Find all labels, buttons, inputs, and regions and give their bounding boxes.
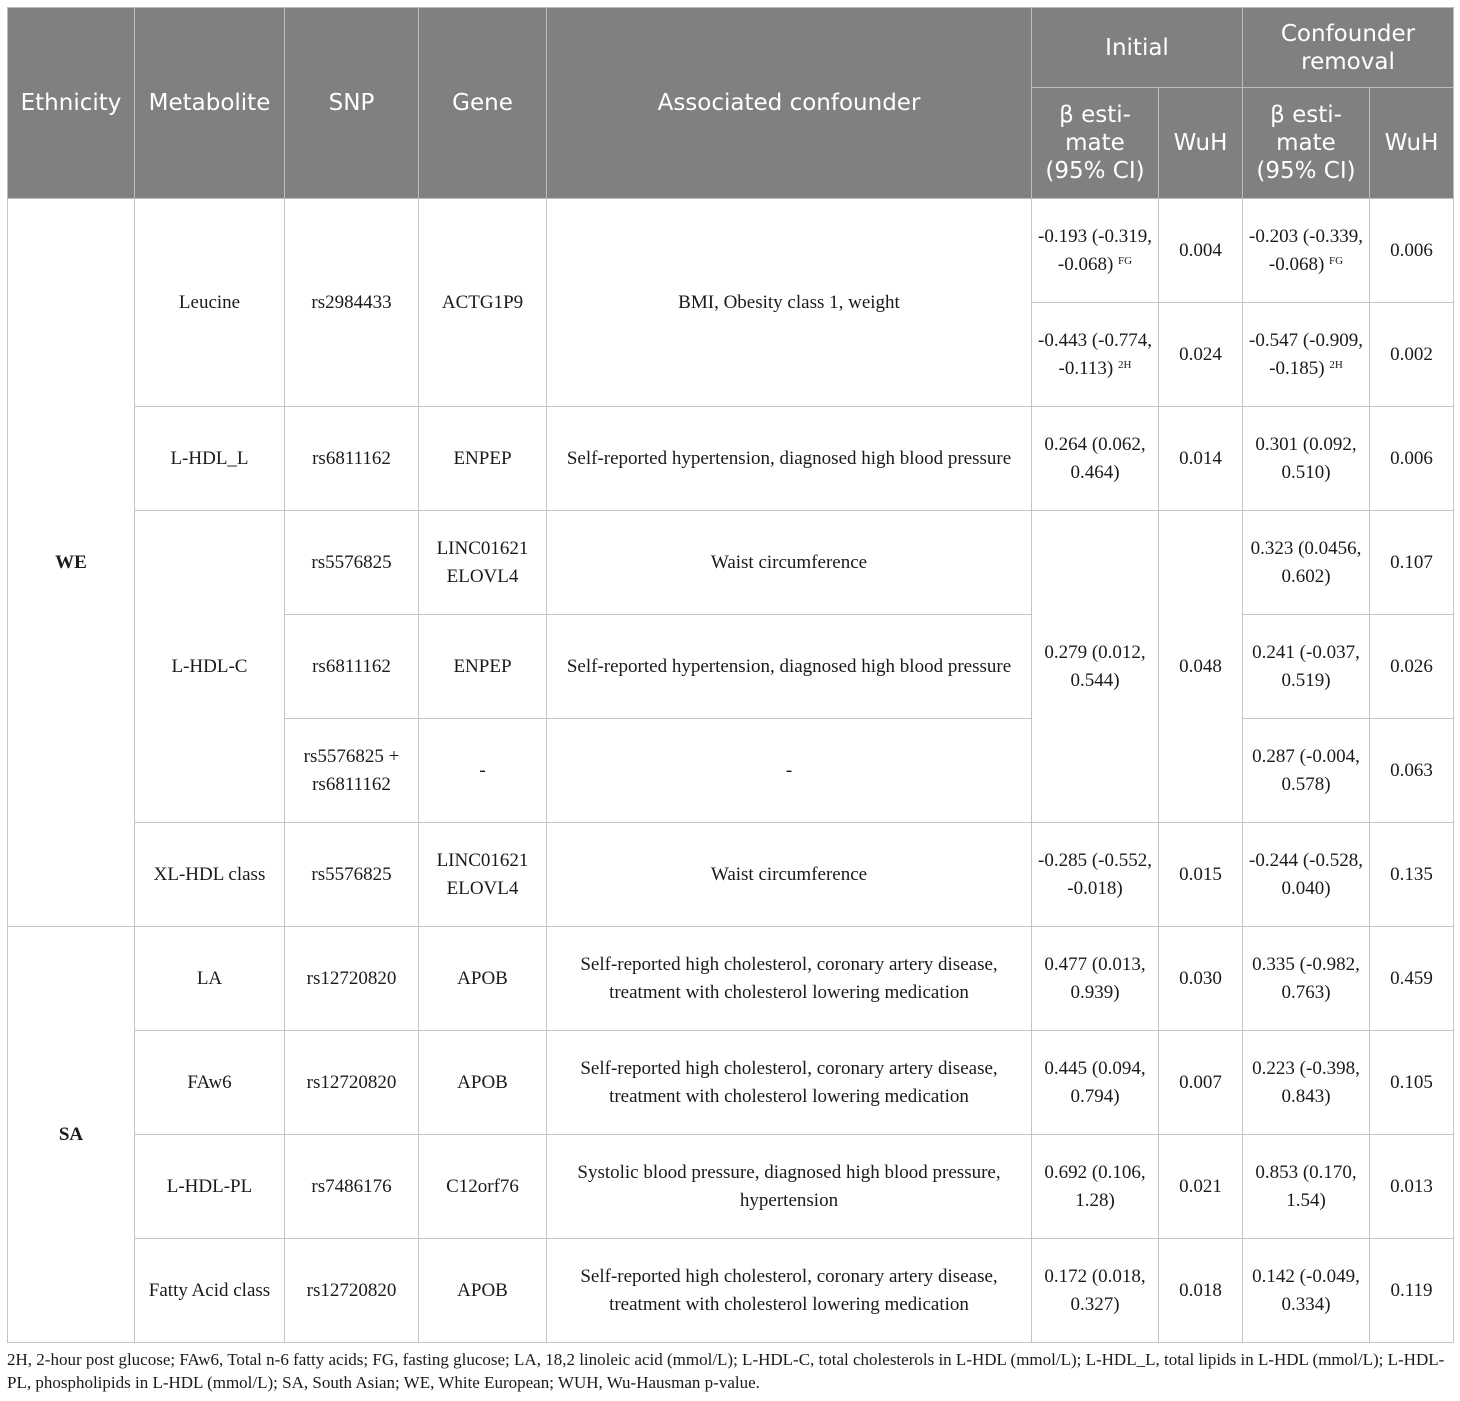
initial-beta-cell: 0.445 (0.094, 0.794) <box>1032 1031 1159 1135</box>
metabolite-cell: L-HDL_L <box>135 407 285 511</box>
initial-wuh-cell: 0.018 <box>1159 1239 1243 1343</box>
snp-cell: rs7486176 <box>285 1135 419 1239</box>
header-metabolite: Metabolite <box>135 8 285 199</box>
initial-beta-cell: 0.172 (0.018, 0.327) <box>1032 1239 1159 1343</box>
header-snp: SNP <box>285 8 419 199</box>
initial-wuh-cell: 0.021 <box>1159 1135 1243 1239</box>
removal-beta-cell: 0.853 (0.170, 1.54) <box>1243 1135 1370 1239</box>
initial-beta-cell <box>1032 199 1159 303</box>
gene-cell: C12orf76 <box>419 1135 547 1239</box>
table-row <box>8 407 1454 511</box>
removal-wuh-cell: 0.002 <box>1370 303 1454 407</box>
initial-beta-value: -0.193 (-0.319, -0.068) <box>1038 225 1152 275</box>
gene-cell: ENPEP <box>419 407 547 511</box>
initial-wuh-cell: 0.048 <box>1159 511 1243 823</box>
gene-cell: APOB <box>419 1031 547 1135</box>
initial-wuh-cell: 0.024 <box>1159 303 1243 407</box>
metabolite-cell: Fatty Acid class <box>135 1239 285 1343</box>
initial-beta-superscript: 2H <box>1118 358 1132 371</box>
header-initial-wuh: WuH <box>1159 88 1243 199</box>
ethnicity-cell-sa: SA <box>8 927 135 1343</box>
removal-beta-value: -0.547 (-0.909, -0.185) <box>1249 329 1363 379</box>
header-gene: Gene <box>419 8 547 199</box>
removal-wuh-cell: 0.459 <box>1370 927 1454 1031</box>
snp-cell: rs5576825 <box>285 823 419 927</box>
gene-cell: - <box>419 719 547 823</box>
header-ethnicity: Ethnicity <box>8 8 135 199</box>
initial-beta-cell: 0.264 (0.062, 0.464) <box>1032 407 1159 511</box>
metabolite-cell: Leucine <box>135 199 285 407</box>
gene-cell: ENPEP <box>419 615 547 719</box>
snp-cell: rs2984433 <box>285 199 419 407</box>
initial-wuh-cell: 0.030 <box>1159 927 1243 1031</box>
confounder-cell: Self-reported high cholesterol, coronary artery disease, treatment with cholesterol lowering medication <box>547 1031 1032 1135</box>
removal-wuh-cell: 0.135 <box>1370 823 1454 927</box>
gene-cell: LINC01621 ELOVL4 <box>419 511 547 615</box>
metabolite-cell: XL-HDL class <box>135 823 285 927</box>
removal-wuh-cell: 0.119 <box>1370 1239 1454 1343</box>
initial-wuh-cell: 0.014 <box>1159 407 1243 511</box>
gene-cell: APOB <box>419 1239 547 1343</box>
snp-cell: rs12720820 <box>285 1031 419 1135</box>
snp-cell: rs12720820 <box>285 1239 419 1343</box>
metabolite-cell: FAw6 <box>135 1031 285 1135</box>
removal-beta-cell: 0.323 (0.0456, 0.602) <box>1243 511 1370 615</box>
metabolite-cell: L-HDL-C <box>135 511 285 823</box>
gene-cell: APOB <box>419 927 547 1031</box>
header-initial: Initial <box>1032 8 1243 88</box>
snp-cell: rs5576825 + rs6811162 <box>285 719 419 823</box>
snp-cell: rs5576825 <box>285 511 419 615</box>
removal-wuh-cell: 0.063 <box>1370 719 1454 823</box>
removal-wuh-cell: 0.105 <box>1370 1031 1454 1135</box>
removal-beta-superscript: FG <box>1329 254 1344 267</box>
snp-cell: rs6811162 <box>285 615 419 719</box>
removal-beta-cell: 0.335 (-0.982, 0.763) <box>1243 927 1370 1031</box>
removal-wuh-cell: 0.013 <box>1370 1135 1454 1239</box>
table-row <box>8 511 1454 615</box>
removal-beta-cell: 0.223 (-0.398, 0.843) <box>1243 1031 1370 1135</box>
snp-cell: rs6811162 <box>285 407 419 511</box>
confounder-cell: - <box>547 719 1032 823</box>
initial-beta-value: -0.443 (-0.774, -0.113) <box>1038 329 1152 379</box>
removal-beta-cell <box>1243 199 1370 303</box>
initial-beta-cell: 0.279 (0.012, 0.544) <box>1032 511 1159 823</box>
confounder-cell: Waist circumference <box>547 823 1032 927</box>
metabolite-cell: LA <box>135 927 285 1031</box>
table-row <box>8 823 1454 927</box>
initial-beta-superscript: FG <box>1118 254 1133 267</box>
table-row <box>8 927 1454 1031</box>
confounder-cell: Systolic blood pressure, diagnosed high blood pressure, hypertension <box>547 1135 1032 1239</box>
confounder-cell: Self-reported high cholesterol, coronary artery disease, treatment with cholesterol lowering medication <box>547 927 1032 1031</box>
header-initial-beta: β esti-mate (95% CI) <box>1032 88 1159 199</box>
initial-wuh-cell: 0.015 <box>1159 823 1243 927</box>
initial-beta-cell: 0.477 (0.013, 0.939) <box>1032 927 1159 1031</box>
removal-beta-cell: 0.301 (0.092, 0.510) <box>1243 407 1370 511</box>
initial-wuh-cell: 0.007 <box>1159 1031 1243 1135</box>
initial-beta-cell: -0.285 (-0.552, -0.018) <box>1032 823 1159 927</box>
ethnicity-cell-we: WE <box>8 199 135 927</box>
removal-beta-cell <box>1243 303 1370 407</box>
confounder-cell: Waist circumference <box>547 511 1032 615</box>
header-row-1 <box>8 8 1454 88</box>
confounder-cell: Self-reported hypertension, diagnosed high blood pressure <box>547 407 1032 511</box>
confounder-cell: Self-reported hypertension, diagnosed high blood pressure <box>547 615 1032 719</box>
removal-wuh-cell: 0.006 <box>1370 199 1454 303</box>
header-removal-wuh: WuH <box>1370 88 1454 199</box>
removal-wuh-cell: 0.026 <box>1370 615 1454 719</box>
removal-wuh-cell: 0.006 <box>1370 407 1454 511</box>
results-table <box>7 7 1454 1343</box>
table-row <box>8 199 1454 303</box>
confounder-cell: BMI, Obesity class 1, weight <box>547 199 1032 407</box>
removal-beta-value: -0.203 (-0.339, -0.068) <box>1249 225 1363 275</box>
removal-beta-cell: 0.142 (-0.049, 0.334) <box>1243 1239 1370 1343</box>
initial-beta-cell <box>1032 303 1159 407</box>
header-confounder: Associated confounder <box>547 8 1032 199</box>
header-removal-beta: β esti-mate (95% CI) <box>1243 88 1370 199</box>
removal-beta-cell: 0.241 (-0.037, 0.519) <box>1243 615 1370 719</box>
gene-cell: ACTG1P9 <box>419 199 547 407</box>
removal-beta-cell: -0.244 (-0.528, 0.040) <box>1243 823 1370 927</box>
metabolite-cell: L-HDL-PL <box>135 1135 285 1239</box>
removal-beta-superscript: 2H <box>1329 358 1343 371</box>
table-row <box>8 1135 1454 1239</box>
gene-cell: LINC01621 ELOVL4 <box>419 823 547 927</box>
table-footnote: 2H, 2-hour post glucose; FAw6, Total n-6 fatty acids; FG, fasting glucose; LA, 18,2 linoleic acid (mmol/L); L-HDL-C, total cholesterols in L-HDL (mmol/L); L-HDL_L, total lipids in L-HDL (mmol/L); L-HDL-PL, phospholipids in L-HDL (mmol/L); SA, South Asian; WE, White European; WUH, Wu-Hausman p-value. <box>7 1350 1445 1392</box>
table-row <box>8 1031 1454 1135</box>
initial-beta-cell: 0.692 (0.106, 1.28) <box>1032 1135 1159 1239</box>
removal-beta-cell: 0.287 (-0.004, 0.578) <box>1243 719 1370 823</box>
removal-wuh-cell: 0.107 <box>1370 511 1454 615</box>
header-removal: Confounder removal <box>1243 8 1454 88</box>
initial-wuh-cell: 0.004 <box>1159 199 1243 303</box>
table-row <box>8 1239 1454 1343</box>
snp-cell: rs12720820 <box>285 927 419 1031</box>
confounder-cell: Self-reported high cholesterol, coronary artery disease, treatment with cholesterol lowering medication <box>547 1239 1032 1343</box>
